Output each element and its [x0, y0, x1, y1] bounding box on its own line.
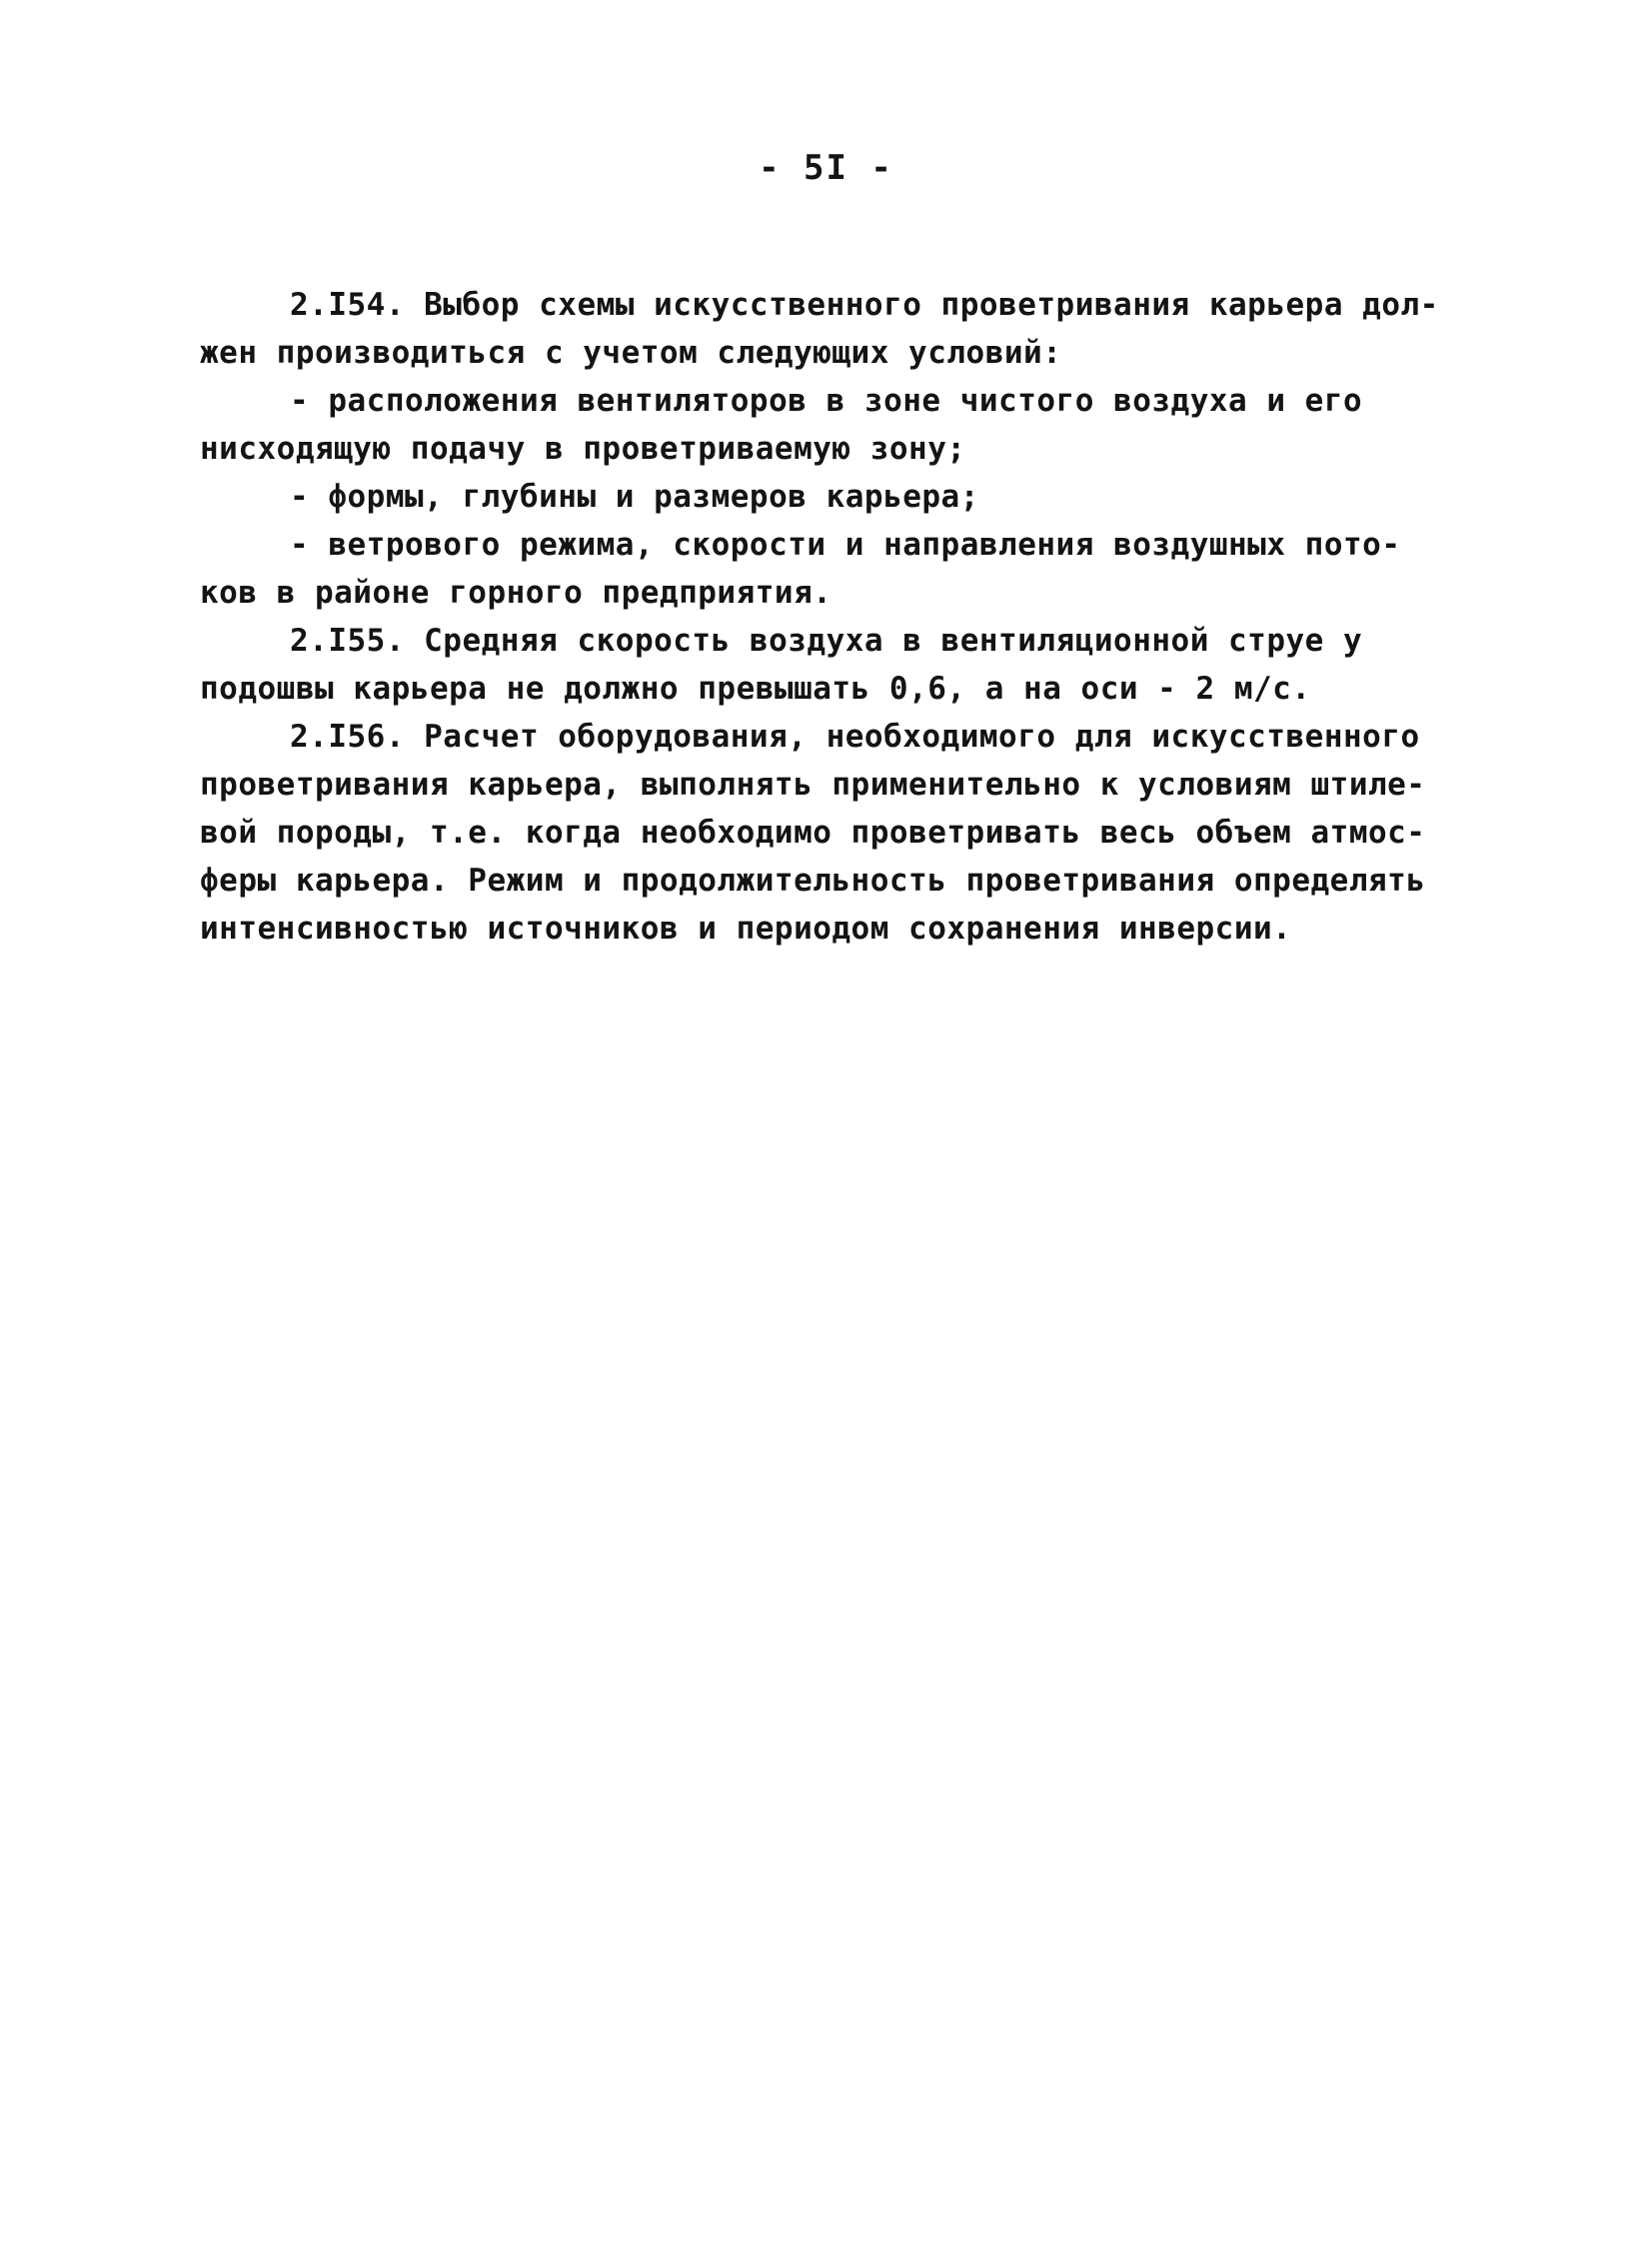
paragraph-2-155-line-1: 2.I55. Средняя скорость воздуха в вентиляционной струе у — [290, 623, 1363, 659]
paragraph-2-155-line-2: подошвы карьера не должно превышать 0,6, а на оси - 2 м/с. — [200, 671, 1311, 707]
list-item-shape: - формы, глубины и размеров карьера; — [290, 479, 979, 515]
list-item-ventilators-line-1: - расположения вентиляторов в зоне чистого воздуха и его — [290, 383, 1363, 419]
paragraph-2-154-line-2: жен производиться с учетом следующих условий: — [200, 335, 1062, 371]
paragraph-2-156-line-3: вой породы, т.е. когда необходимо проветривать весь объем атмос- — [200, 815, 1426, 851]
list-item-ventilators-line-2: нисходящую подачу в проветриваемую зону; — [200, 431, 966, 467]
paragraph-2-156-line-1: 2.I56. Расчет оборудования, необходимого для искусственного — [290, 719, 1420, 755]
paragraph-2-154-line-1: 2.I54. Выбор схемы искусственного проветривания карьера дол- — [290, 287, 1439, 323]
paragraph-2-156-line-2: проветривания карьера, выполнять применительно к условиям штиле- — [200, 767, 1426, 803]
list-item-wind-line-1: - ветрового режима, скорости и направления воздушных пото- — [290, 527, 1401, 563]
page-number: - 5I - — [759, 148, 893, 188]
list-item-wind-line-2: ков в районе горного предприятия. — [200, 575, 832, 611]
paragraph-2-156-line-5: интенсивностью источников и периодом сохранения инверсии. — [200, 911, 1292, 947]
paragraph-2-156-line-4: феры карьера. Режим и продолжительность проветривания определять — [200, 863, 1426, 899]
